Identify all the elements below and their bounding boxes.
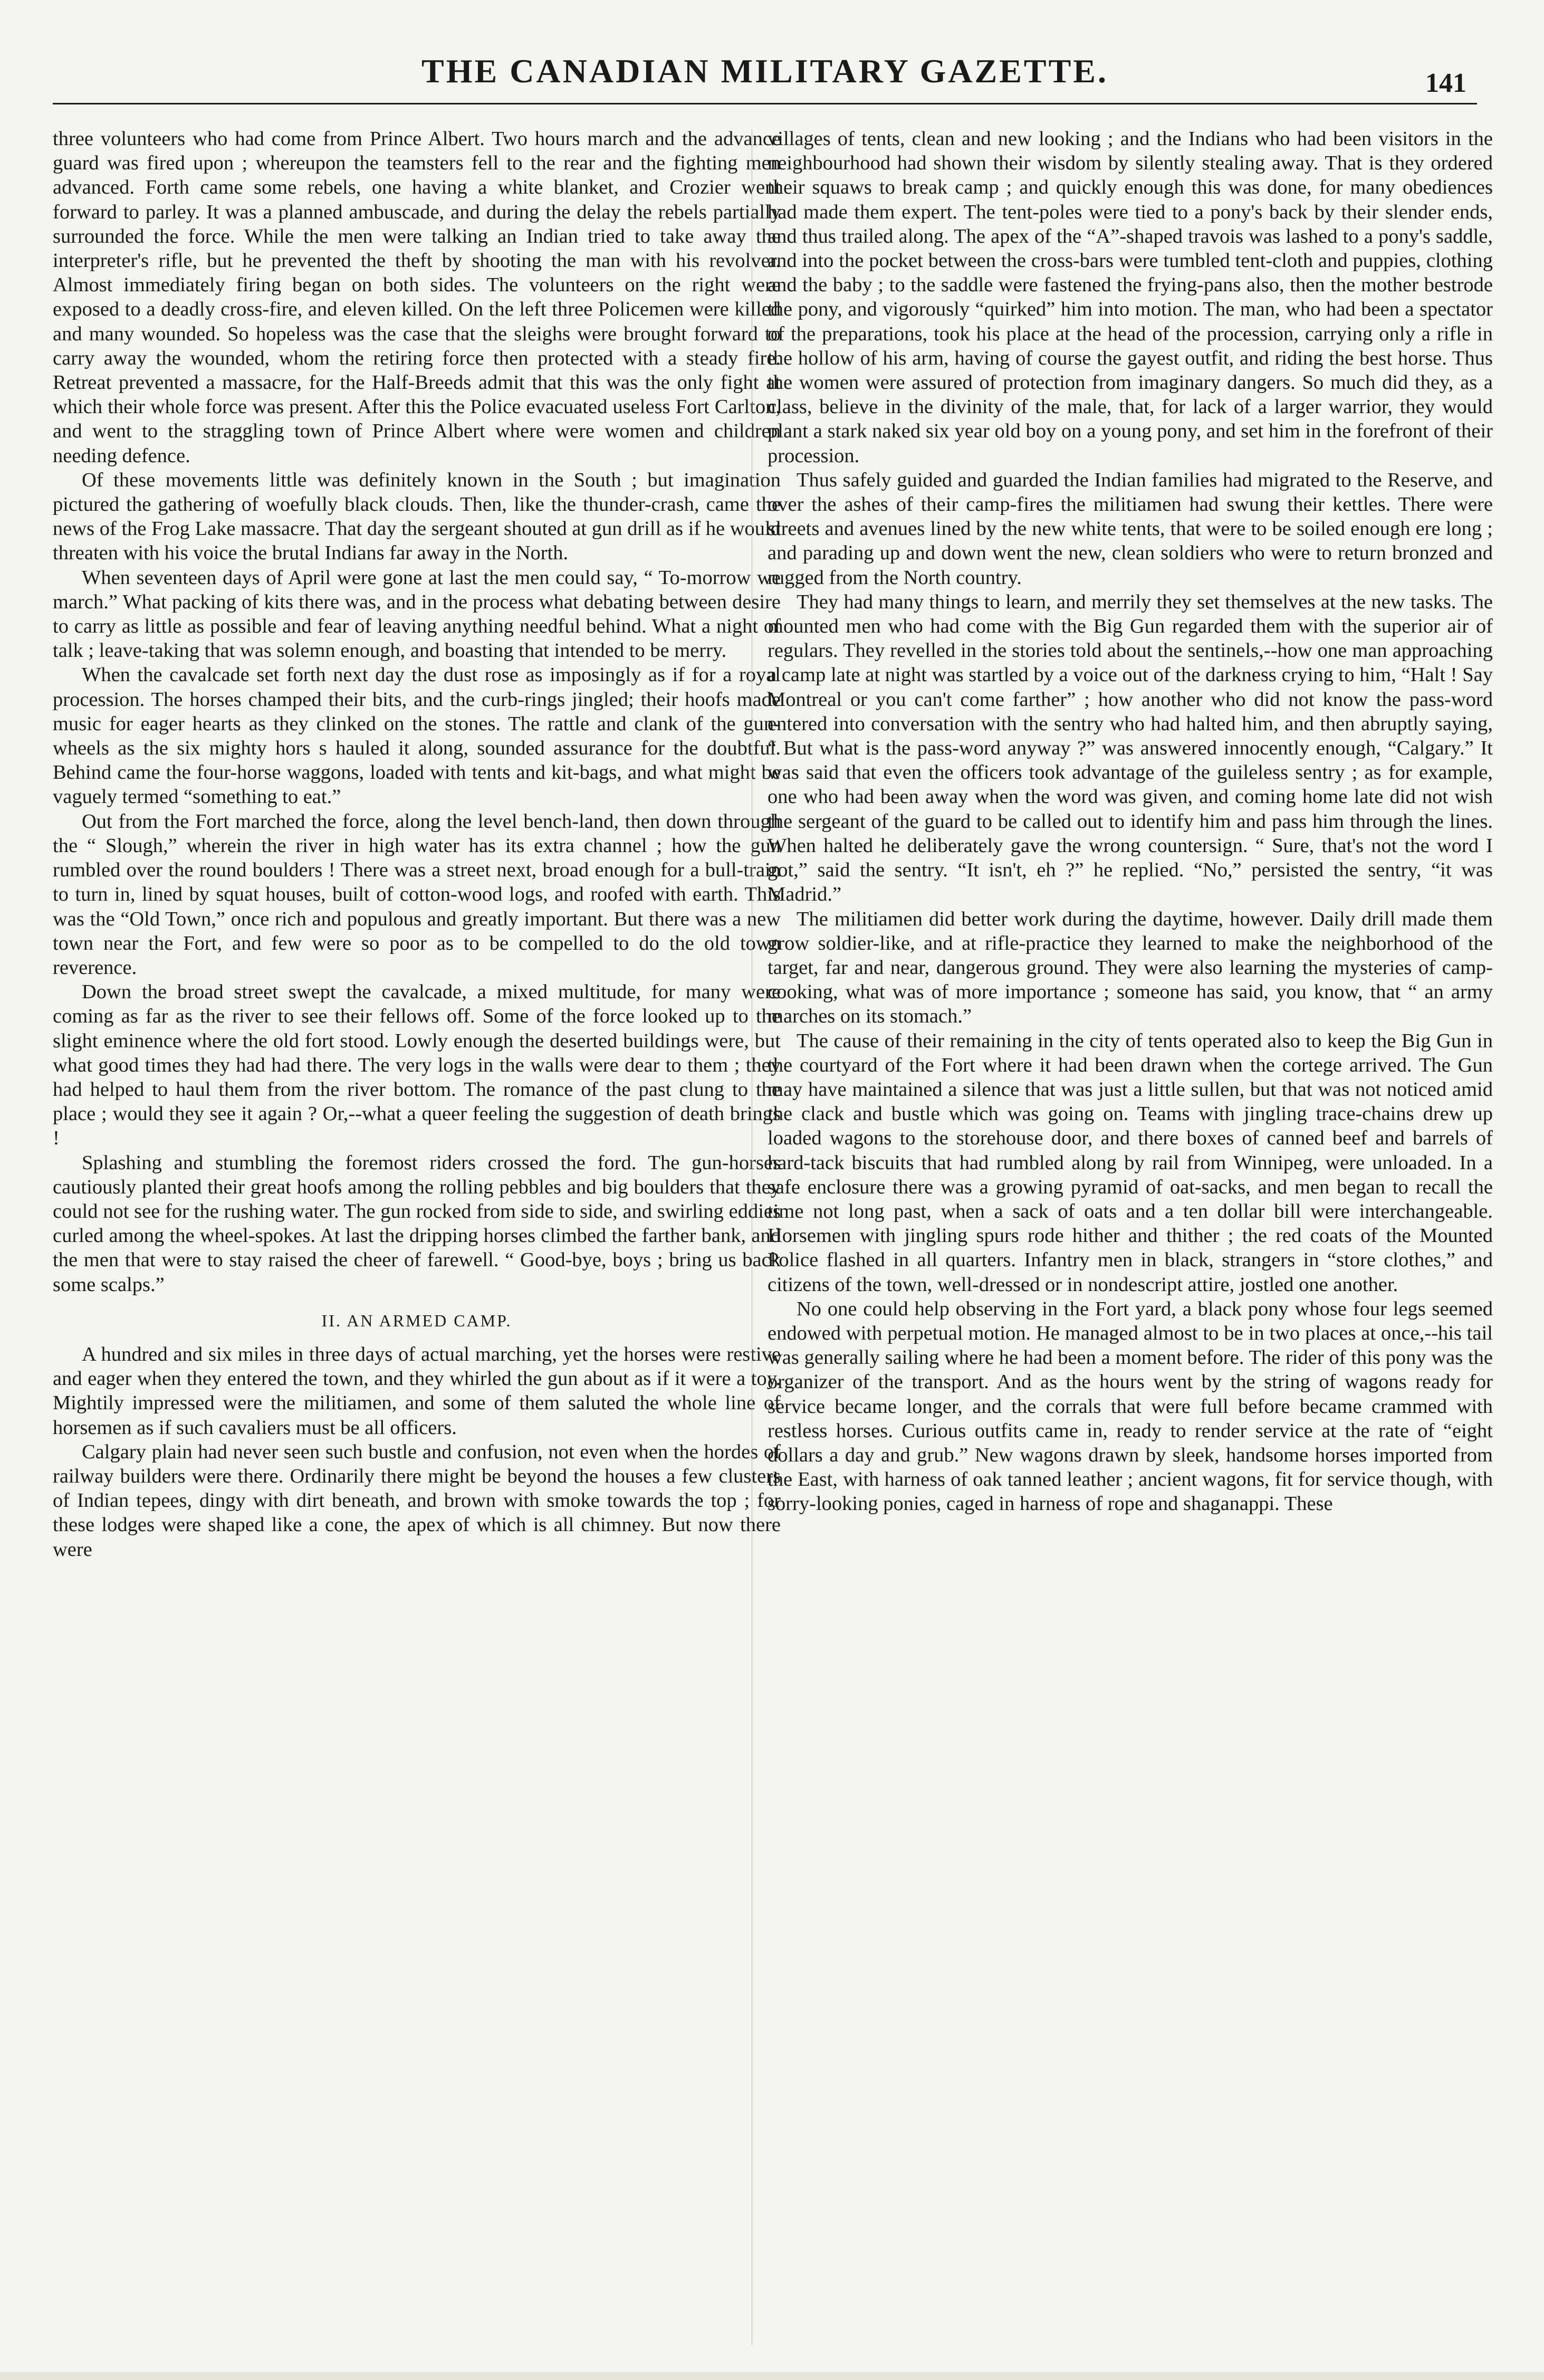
paragraph: No one could help observing in the Fort yard, a black pony whose four legs seemed endowed with perpetual motion. He managed almost to be in two places at once,--his tail was generally sailing where he had been a moment before. The rider of this pony was the organizer of the transport. And as the hours went by the string of wagons ready for service became longer, and the corrals that were full before became crammed with restless horses. Curious outfits came in, ready to render service at the rate of “eight dollars a day and grub.” New wagons drawn by sleek, handsome horses imported from the East, with harness of oak tanned leather ; ancient wagons, fit for service though, with sorry-looking ponies, caged in harness of rope and shaganappi. These — [768, 1297, 1493, 1515]
paragraph: They had many things to learn, and merrily they set themselves at the new tasks. The mounted men who had come with the Big Gun regarded them with the superior air of regulars. They revelled in the stories told about the sentinels,--how one man approaching a camp late at night was startled by a voice out of the darkness crying to him, “Halt ! Say Montreal or you can't come farther” ; how another who did not know the pass-word entered into conversation with the sentry who had halted him, and then abruptly saying, “ But what is the pass-word anyway ?” was answered innocently enough, “Calgary.” It was said that even the officers took advantage of the guileless sentry ; as for example, one who had been away when the word was given, and coming home late did not wish the sergeant of the guard to be called out to identify him and pass him through the lines. When halted he deliberately gave the wrong countersign. “ Sure, that's not the word I got,” said the sentry. “It isn't, eh ?” he replied. “No,” persisted the sentry, “it was Madrid.” — [768, 590, 1493, 906]
paragraph: The cause of their remaining in the city of tents operated also to keep the Big Gun in the courtyard of the Fort where it had been drawn when the cortege arrived. The Gun may have maintained a silence that was just a little sullen, but that was not noticed amid the clack and bustle which was going on. Teams with jingling trace-chains drew up loaded wagons to the storehouse door, and there boxes of canned beef and barrels of hard-tack biscuits that had rumbled along by rail from Winnipeg, were unloaded. In a safe enclosure there was a growing pyramid of oat-sacks, and men began to recall the time not long past, when a sack of oats and a ten dollar bill were interchangeable. Horsemen with jingling spurs rode hither and thither ; the red coats of the Mounted Police flashed in all quarters. Infantry men in black, strangers in “store clothes,” and citizens of the town, well-dressed or in nondescript attire, jostled one another. — [768, 1029, 1493, 1296]
paragraph: villages of tents, clean and new looking ; and the Indians who had been visitors in the neighbourhood had shown their wisdom by silently stealing away. That is they ordered their squaws to break camp ; and quickly enough this was done, for many obediences had made them expert. The tent-poles were tied to a pony's back by their slender ends, and thus trailed along. The apex of the “A”-shaped travois was lashed to a pony's saddle, and into the pocket between the cross-bars were tumbled tent-cloth and puppies, clothing and the baby ; to the saddle were fastened the frying-pans also, then the mother bestrode the pony, and vigorously “quirked” him into motion. The man, who had been a spectator of the preparations, took his place at the head of the procession, carrying only a rifle in the hollow of his arm, having of course the gayest outfit, and riding the best horse. Thus the women were assured of protection from imaginary dangers. So much did they, as a class, believe in the divinity of the male, that, for lack of a larger warrior, they would plant a stark naked six year old boy on a young pony, and set him in the forefront of their procession. — [768, 128, 1493, 467]
page-edge — [0, 2372, 1544, 2380]
paragraph: Calgary plain had never seen such bustle and confusion, not even when the hordes of railway builders were there. Ordinarily there might be beyond the houses a few clusters of Indian tepees, dingy with dirt beneath, and brown with smoke towards the top ; for these lodges were shaped like a cone, the apex of which is all chimney. But now there were — [53, 1440, 781, 1561]
paragraph: The militiamen did better work during the daytime, however. Daily drill made them grow soldier-like, and at rifle-practice they learned to make the neighborhood of the target, far and near, dangerous ground. They were also learning the mysteries of camp-cooking, what was of more importance ; someone has said, you know, that “ an army marches on its stomach.” — [768, 907, 1493, 1028]
paragraph: Out from the Fort marched the force, along the level bench-land, then down through the “ Slough,” wherein the river in high water has its extra channel ; how the gun rumbled over the round boulders ! There was a street next, broad enough for a bull-train to turn in, lined by squat houses, built of cotton-wood logs, and roofed with earth. This was the “Old Town,” once rich and populous and greatly important. But there was a new town near the Fort, and few were so poor as to be compelled to do the old town reverence. — [53, 810, 781, 979]
left-column — [53, 127, 781, 2348]
paragraph: When seventeen days of April were gone at last the men could say, “ To-morrow we march.” What packing of kits there was, and in the process what debating between desire to carry as little as possible and fear of leaving anything needful behind. What a night of talk ; leave-taking that was solemn enough, and boasting that intended to be merry. — [53, 566, 781, 662]
paragraph: three volunteers who had come from Prince Albert. Two hours march and the advance guard was fired upon ; whereupon the teamsters fell to the rear and the fighting men advanced. Forth came some rebels, one having a white blanket, and Crozier went forward to parley. It was a planned ambuscade, and during the delay the rebels partially surrounded the force. While the men were talking an Indian tried to take away the interpreter's rifle, but he prevented the theft by shooting the man with his revolver. Almost immediately firing began on both sides. The volunteers on the right were exposed to a deadly cross-fire, and eleven killed. On the left three Policemen were killed and many wounded. So hopeless was the case that the sleighs were brought forward to carry away the wounded, whom the retiring force then protected with a steady fire. Retreat prevented a massacre, for the Half-Breeds admit that this was the only fight at which their whole force was present. After this the Police evacuated useless Fort Carlton, and went to the straggling town of Prince Albert where were women and children needing defence. — [53, 128, 781, 467]
page-number: 141 — [1425, 68, 1466, 98]
header-rule — [53, 103, 1477, 104]
paragraph: When the cavalcade set forth next day the dust rose as imposingly as if for a royal procession. The horses champed their bits, and the curb-rings jingled; their hoofs made music for eager hearts as they clinked on the stones. The rattle and clank of the gun-wheels as the six mighty hors s hauled it along, sounded assurance for the doubtful. Behind came the four-horse waggons, loaded with tents and kit-bags, and what might be vaguely termed “something to eat.” — [53, 664, 781, 808]
paragraph: Of these movements little was definitely known in the South ; but imagination pictured the gathering of woefully black clouds. Then, like the thunder-crash, came the news of the Frog Lake massacre. That day the sergeant shouted at gun drill as if he would threaten with his voice the brutal Indians far away in the North. — [53, 469, 781, 565]
paragraph: Thus safely guided and guarded the Indian families had migrated to the Reserve, and over the ashes of their camp-fires the militiamen had swung their kettles. There were streets and avenues lined by the new white tents, that were to be soiled enough ere long ; and parading up and down went the new, clean soldiers who were to return bronzed and rugged from the North country. — [768, 469, 1493, 589]
right-column — [768, 127, 1493, 2348]
paragraph: A hundred and six miles in three days of actual marching, yet the horses were restive and eager when they entered the town, and they whirled the gun about as if it were a toy. Mightily impressed were the militiamen, and some of them saluted the whole line of horsemen as if such cavaliers must be all officers. — [53, 1343, 781, 1439]
section-heading: II. AN ARMED CAMP. — [321, 1311, 512, 1330]
paragraph: Splashing and stumbling the foremost riders crossed the ford. The gun-horses cautiously planted their great hoofs among the rolling pebbles and big boulders that they could not see for the rushing water. The gun rocked from side to side, and swirling eddies curled among the wheel-spokes. At last the dripping horses climbed the farther bank, and the men that were to stay raised the cheer of farewell. “ Good-bye, boys ; bring us back some scalps.” — [53, 1151, 781, 1296]
page-header — [53, 52, 1477, 110]
paragraph: Down the broad street swept the cavalcade, a mixed multitude, for many were coming as far as the river to see their fellows off. Some of the force looked up to the slight eminence where the old fort stood. Lowly enough the deserted buildings were, but what good times they had had there. The very logs in the walls were dear to them ; they had helped to haul them from the river bottom. The romance of the past clung to the place ; would they see it again ? Or,--what a queer feeling the suggestion of death brings ! — [53, 981, 781, 1150]
publication-title: THE CANADIAN MILITARY GAZETTE. — [421, 52, 1108, 90]
